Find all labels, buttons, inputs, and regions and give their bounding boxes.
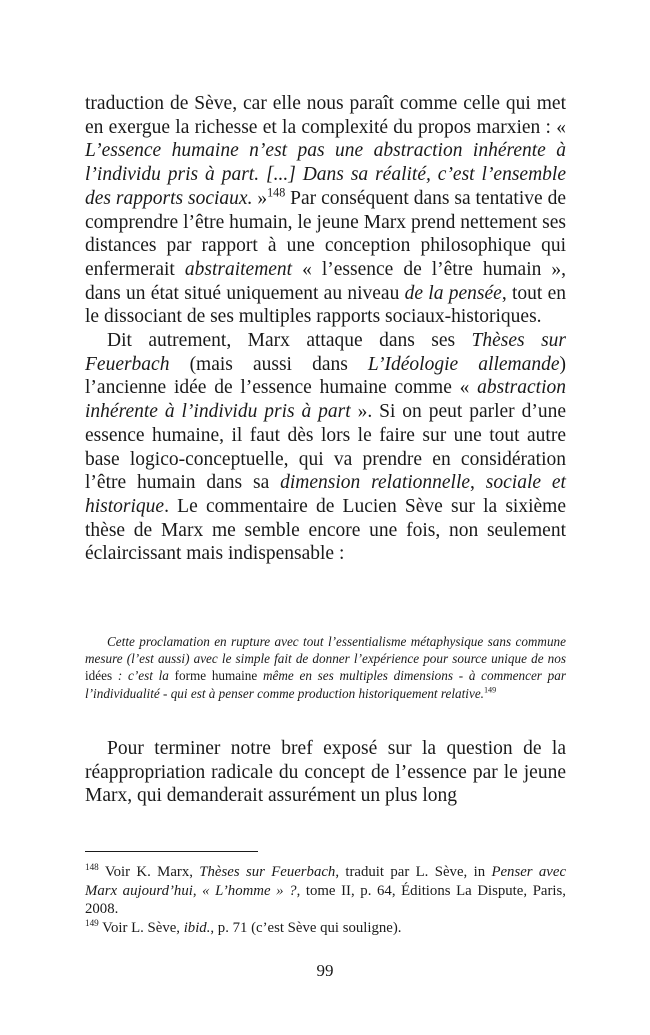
text-run: » — [252, 187, 268, 209]
text-run: , traduit par L. Sève, in — [335, 864, 492, 880]
paragraph-3: Pour terminer notre bref exposé sur la question de la réappropriation radicale du concept de l’essence par le jeune Marx, qui demanderait assurément un plus long — [85, 738, 566, 807]
text-run: : c’est la — [112, 668, 175, 684]
text-run: , p. 71 (c’est Sève qui souligne). — [210, 919, 402, 936]
quoted-text-italic: abstraction inhérente à l’individu pris à part — [85, 377, 566, 423]
text-run: (mais aussi dans — [169, 353, 368, 375]
page-number: 99 — [316, 961, 334, 980]
footnote-ref-149[interactable]: 149 — [483, 685, 497, 695]
emphasis: dimension relationnelle — [280, 472, 471, 494]
upright-emphasis: idées — [85, 668, 113, 684]
book-title: Thèses sur Feuerbach — [199, 864, 336, 880]
book-title: « L’homme » ? — [202, 882, 297, 899]
emphasis: sociale et historique — [85, 472, 566, 517]
footnote-ref-148[interactable]: 148 — [267, 185, 286, 200]
main-text — [85, 92, 566, 566]
text-run: , — [470, 472, 486, 494]
text-run: , tome II, p. 64, Éditions La Dispute, Paris, 2008. — [85, 882, 566, 917]
footnote-149 — [85, 919, 566, 938]
closing-text — [85, 737, 566, 808]
quoted-text-italic: L’essence humaine n’est pas une abstraction inhérente à l’individu pris à part. [...] Dans sa réalité, c’est l’ensemble des rapports sociaux. — [85, 140, 566, 209]
text-run: Voir K. Marx, — [98, 864, 200, 880]
upright-emphasis: forme humaine — [174, 668, 258, 684]
quote-paragraph — [85, 633, 566, 702]
text-run: traduction de Sève, car elle nous paraît comme celle qui met en exergue la richesse et la complexité du propos marxien : « — [85, 93, 566, 138]
book-title: L’Idéologie allemande — [367, 353, 560, 375]
emphasis: abstraitement — [184, 258, 293, 280]
text-run: même en ses multiples dimensions - à commencer par l’individualité - qui est à penser comme production historiquement relative. — [85, 668, 566, 701]
footnote-separator — [85, 851, 258, 852]
emphasis: de la pensée — [404, 282, 502, 304]
text-run: Cette proclamation en rupture avec tout l’essentialisme métaphysique sans commune mesure (l’est aussi) avec le simple fait de donner l’expérience pour source unique de nos — [85, 634, 566, 667]
book-title: Penser avec Marx aujourd’hui — [85, 864, 567, 899]
footnotes — [85, 863, 566, 937]
text-run: , — [192, 882, 203, 899]
text-run: « l’essence de l’être humain », dans un état situé uniquement au niveau — [85, 258, 566, 304]
footnote-number: 148 — [85, 862, 99, 873]
paragraph-2 — [85, 329, 566, 566]
text-run: , tout en le dissociant de ses multiples rapports sociaux-historiques. — [85, 282, 566, 328]
footnote-148 — [85, 863, 566, 919]
text-run: . Le commentaire de Lucien Sève sur la sixième thèse de Marx me semble encore une fois, non seulement éclaircissant mais indispensable : — [85, 495, 566, 565]
emphasis: ibid. — [183, 919, 211, 936]
book-title: Thèses sur Feuerbach — [85, 330, 567, 375]
text-run: Par conséquent dans sa tentative de comprendre l’être humain, le jeune Marx prend nettement ses distances par rapport à une conception philosophique qui enfermerait — [85, 187, 566, 280]
text-run: Voir L. Sève, — [98, 919, 184, 936]
text-run: Dit autrement, Marx attaque dans ses — [107, 330, 472, 352]
footnote-number: 149 — [85, 917, 99, 928]
paragraph-1 — [85, 92, 566, 329]
text-run: ) l’ancienne idée de l’essence humaine comme « — [85, 353, 566, 399]
text-run: ». Si on peut parler d’une essence humaine, il faut dès lors le faire sur une tout autre base logico-conceptuelle, qui va prendre en considération l’être humain dans sa — [85, 401, 566, 494]
block-quote — [85, 633, 566, 702]
